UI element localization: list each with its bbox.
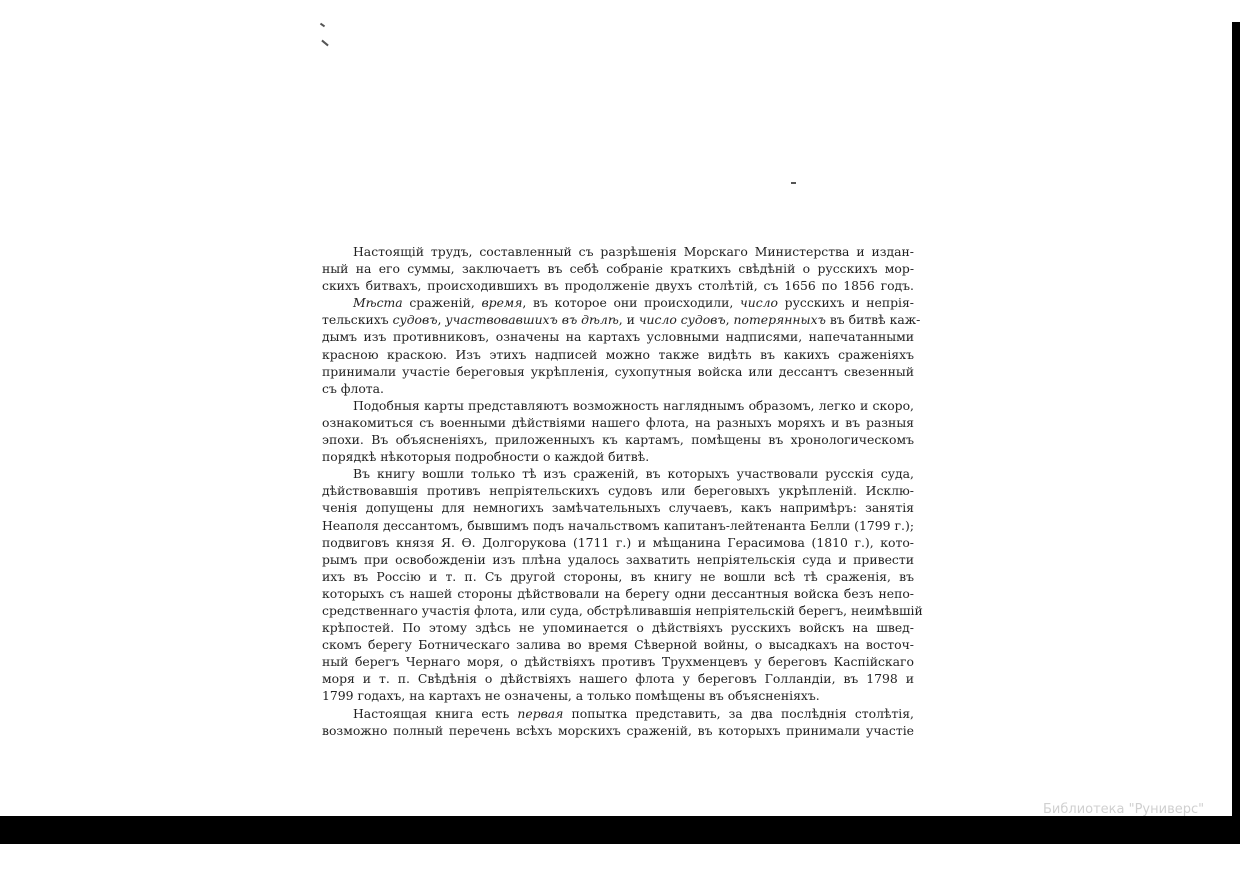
text-line: Настоящій трудъ, составленный съ разрѣшенія Морскаго Министерства и издан- [353, 244, 914, 259]
italic-text: число судовъ [638, 312, 726, 328]
text-line: Въ книгу вошли только тѣ изъ сраженій, въ которыхъ участвовали русскія суда, [353, 466, 914, 482]
italic-text: время [481, 295, 523, 311]
scan-mark [791, 182, 796, 184]
text-line [322, 311, 921, 328]
text-line: возможно полный перечень всѣхъ морскихъ сраженій, въ которыхъ принимали участіе [322, 722, 914, 738]
text-line [322, 705, 914, 722]
text-line: подвиговъ князя Я. Ѳ. Долгорукова (1711 г.) и мѣщанина Герасимова (1810 г.), кото- [322, 534, 914, 550]
text-fragment: , [437, 312, 446, 328]
text-line: 1799 годахъ, на картахъ не означены, а только помѣщены въ объясненіяхъ. [322, 688, 820, 704]
text-line: которыхъ съ нашей стороны дѣйствовали на берегу одни дессантныя войска безъ непо- [322, 585, 914, 601]
text-line: дымъ изъ противниковъ, означены на картахъ условными надписями, напечатанными [322, 329, 914, 345]
library-watermark: Библиотека "Руниверс" [1043, 802, 1205, 817]
text-line: рымъ при освобожденіи изъ плѣна удалось захватить непріятельскія суда и привести [322, 551, 914, 567]
text-line: Неаполя дессантомъ, бывшимъ подъ начальствомъ капитанъ-лейтенанта Белли (1799 г.); [322, 517, 914, 533]
italic-text: число [740, 295, 779, 311]
text-fragment: попытка представить, за два послѣднія столѣтія, [563, 705, 914, 721]
text-line: крѣпостей. По этому здѣсь не упоминается о дѣйствіяхъ русскихъ войскъ на швед- [322, 620, 914, 636]
text-line: моря и т. п. Свѣдѣнія о дѣйствіяхъ нашего флота у береговъ Голландіи, въ 1798 и [322, 671, 914, 687]
italic-text: первая [517, 705, 564, 721]
text-line: ченія допущены для немногихъ замѣчательныхъ случаевъ, какъ напримѣръ: занятія [322, 500, 914, 516]
text-line: Подобныя карты представляютъ возможность нагляднымъ образомъ, легко и скоро, [353, 397, 914, 413]
text-line: скихъ битвахъ, происходившихъ въ продолженіе двухъ столѣтій, съ 1656 по 1856 годъ. [322, 278, 914, 294]
text-fragment: русскихъ и непрія- [778, 295, 914, 311]
text-fragment: сраженій, [402, 295, 482, 311]
italic-text: Мѣста [353, 295, 403, 311]
text-line [322, 294, 914, 311]
text-fragment: , въ которое они происходили, [522, 295, 741, 311]
text-fragment: , и [618, 312, 639, 328]
scan-border-right [1232, 22, 1240, 844]
text-line: съ флота. [322, 380, 384, 396]
text-line: принимали участіе береговыя укрѣпленія, сухопутныя войска или дессантъ свезенный [322, 363, 914, 379]
text-line: средственнаго участія флота, или суда, обстрѣливавшія непріятельскій берегъ, неимѣвшій [322, 602, 923, 618]
italic-text: потерянныхъ [733, 312, 826, 328]
text-fragment: тельскихъ [322, 312, 393, 328]
scan-mark [320, 23, 325, 28]
italic-text: участвовавшихъ въ дѣлѣ [445, 312, 619, 328]
scan-mark [321, 40, 328, 47]
text-line: скомъ берегу Ботническаго залива во время Сѣверной войны, о высадкахъ на восточ- [322, 637, 914, 653]
text-fragment: , [725, 312, 734, 328]
text-fragment: въ битвѣ каж- [825, 312, 921, 328]
italic-text: судовъ [392, 312, 438, 328]
text-line: ознакомиться съ военными дѣйствіями нашего флота, на разныхъ моряхъ и въ разныя [322, 414, 914, 430]
text-line: эпохи. Въ объясненіяхъ, приложенныхъ къ картамъ, помѣщены въ хронологическомъ [322, 432, 914, 448]
text-line: ный на его суммы, заключаетъ въ себѣ собраніе краткихъ свѣдѣній о русскихъ мор- [322, 261, 914, 277]
scan-border-bottom [0, 816, 1240, 844]
text-line: ный берегъ Чернаго моря, о дѣйствіяхъ противъ Трухменцевъ у береговъ Каспійскаго [322, 654, 914, 670]
text-fragment: Настоящая книга есть [353, 705, 518, 721]
text-line: дѣйствовавшія противъ непріятельскихъ судовъ или береговыхъ укрѣпленій. Исклю- [322, 483, 914, 499]
document-body [322, 243, 923, 739]
text-line: красною краскою. Изъ этихъ надписей можно также видѣть въ какихъ сраженіяхъ [322, 346, 914, 362]
text-line: порядкѣ нѣкоторыя подробности о каждой битвѣ. [322, 449, 650, 465]
text-line: ихъ въ Россію и т. п. Съ другой стороны, въ книгу не вошли всѣ тѣ сраженія, въ [322, 568, 914, 584]
